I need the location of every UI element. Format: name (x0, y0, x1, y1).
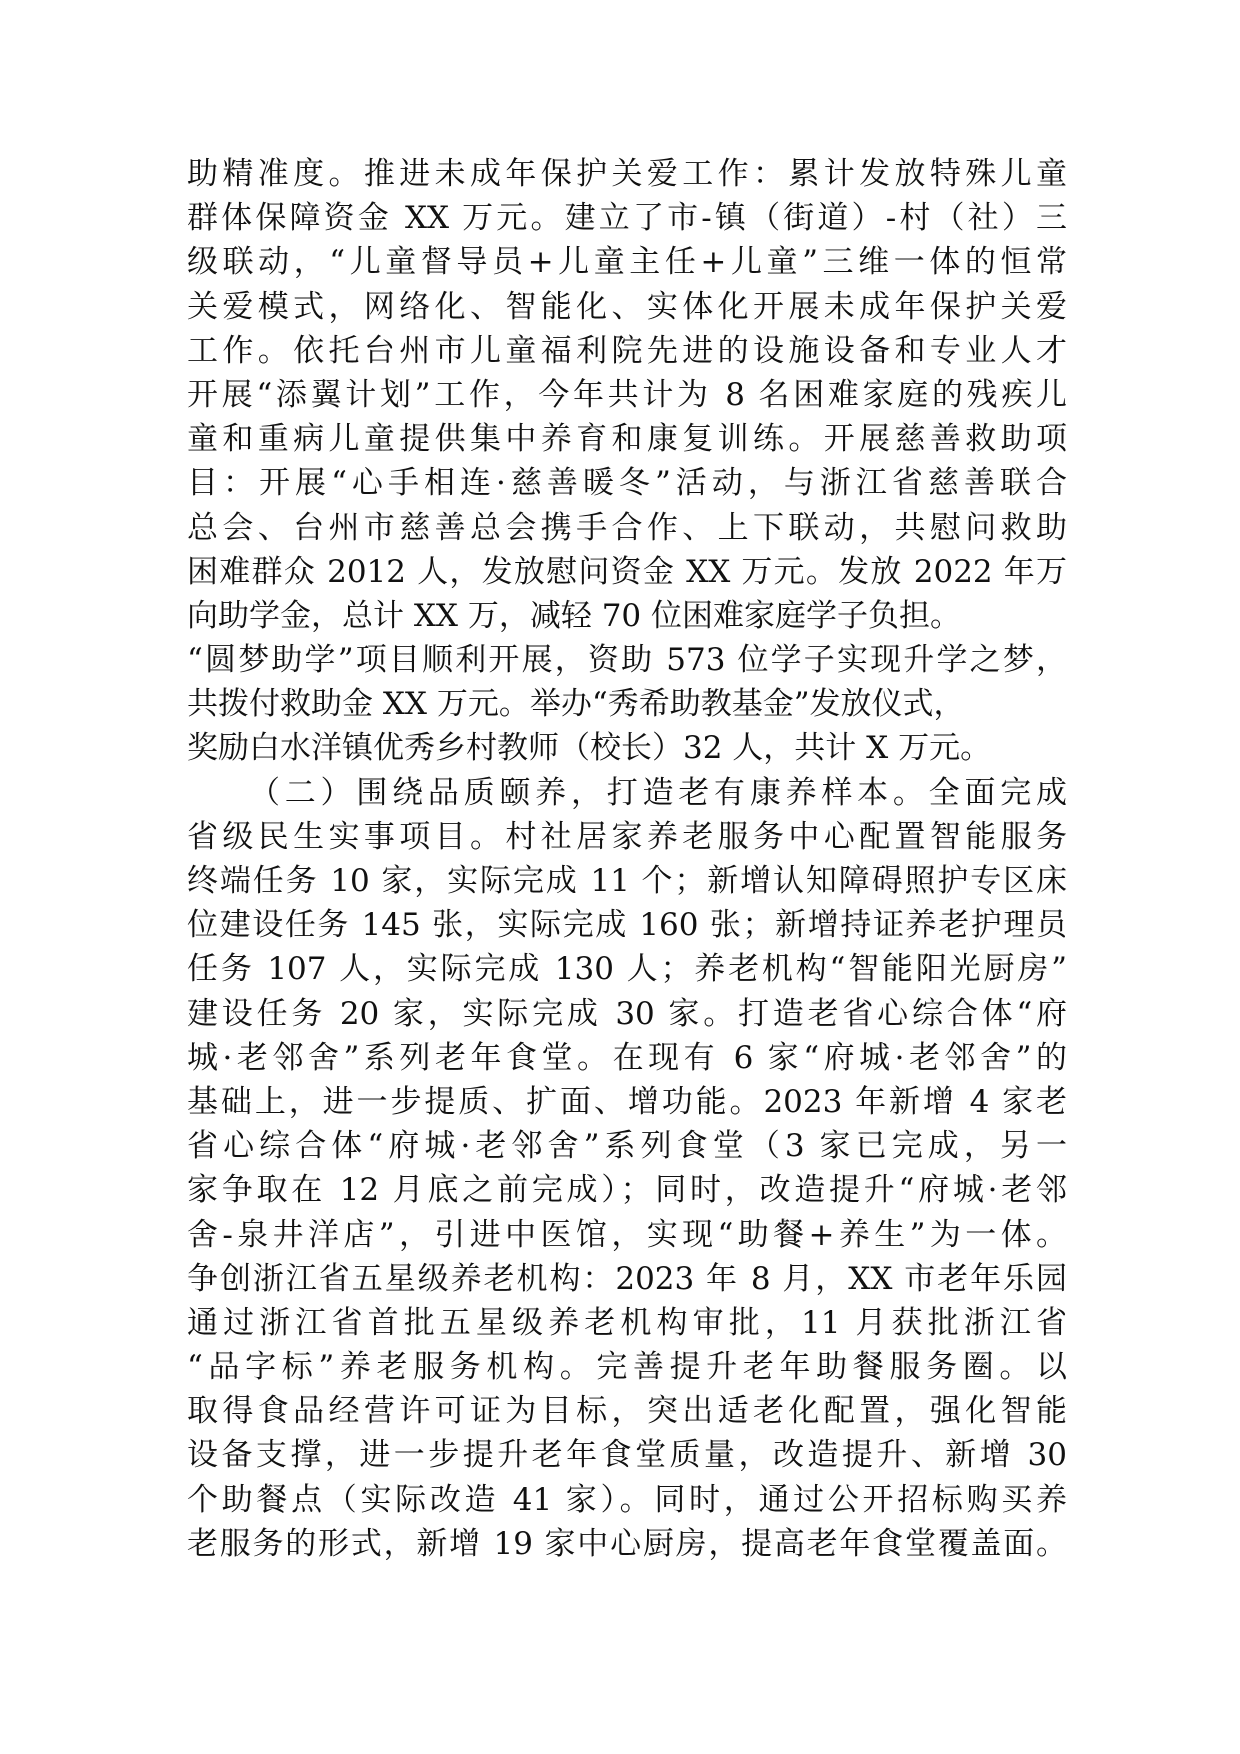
text-line: 终端任务 10 家，实际完成 11 个；新增认知障碍照护专区床 (187, 863, 1067, 899)
text-line: 级联动，“儿童督导员+儿童主任+儿童”三维一体的恒常 (187, 244, 1067, 281)
text-line: 任务 107 人，实际完成 130 人；养老机构“智能阳光厨房” (187, 951, 1067, 988)
text-line: 位建设任务 145 张，实际完成 160 张；新增持证养老护理员 (187, 907, 1067, 944)
text-line: “圆梦助学”项目顺利开展，资助 573 位学子实现升学之梦， (187, 642, 1067, 679)
text-line: 总会、台州市慈善总会携手合作、上下联动，共慰问救助 (187, 509, 1067, 546)
text-line: 助精准度。推进未成年保护关爱工作：累计发放特殊儿童 (187, 156, 1067, 192)
text-line: 通过浙江省首批五星级养老机构审批，11 月获批浙江省 (187, 1304, 1067, 1341)
section-heading-line: （二）围绕品质颐养，打造老有康养样本。全面完成 (249, 774, 1067, 811)
text-line: “品字标”养老服务机构。完善提升老年助餐服务圈。以 (187, 1349, 1067, 1386)
text-line: 困难群众 2012 人，发放慰问资金 XX 万元。发放 2022 年万 (187, 553, 1067, 590)
text-line: 共拨付救助金 XX 万元。举办“秀希助教基金”发放仪式， (187, 686, 965, 723)
text-line: 开展“添翼计划”工作，今年共计为 8 名困难家庭的残疾儿 (187, 376, 1067, 413)
text-line: 基础上，进一步提质、扩面、增功能。2023 年新增 4 家老 (187, 1083, 1067, 1120)
text-line: 老服务的形式，新增 19 家中心厨房，提高老年食堂覆盖面。 (187, 1525, 1067, 1562)
text-line: 工作。依托台州市儿童福利院先进的设施设备和专业人才 (187, 332, 1067, 369)
text-line: 个助餐点（实际改造 41 家）。同时，通过公开招标购买养 (187, 1481, 1067, 1518)
text-line: 目：开展“心手相连·慈善暖冬”活动，与浙江省慈善联合 (187, 465, 1067, 502)
text-line: 向助学金，总计 XX 万，减轻 70 位困难家庭学子负担。 (187, 597, 961, 634)
text-line: 童和重病儿童提供集中养育和康复训练。开展慈善救助项 (187, 421, 1067, 458)
text-line: 设备支撑，进一步提升老年食堂质量，改造提升、新增 30 (187, 1437, 1067, 1474)
text-line: 舍-泉井洋店”，引进中医馆，实现“助餐+养生”为一体。 (187, 1216, 1067, 1253)
body-text (187, 152, 1067, 1566)
text-line: 家争取在 12 月底之前完成）；同时，改造提升“府城·老邻 (187, 1172, 1067, 1209)
text-line: 群体保障资金 XX 万元。建立了市-镇（街道）-村（社）三 (187, 200, 1067, 237)
text-line: 建设任务 20 家，实际完成 30 家。打造老省心综合体“府 (187, 995, 1067, 1032)
text-line: 城·老邻舍”系列老年食堂。在现有 6 家“府城·老邻舍”的 (187, 1039, 1067, 1076)
text-line: 省心综合体“府城·老邻舍”系列食堂（3 家已完成，另一 (187, 1128, 1067, 1165)
text-line: 争创浙江省五星级养老机构：2023 年 8 月，XX 市老年乐园 (187, 1260, 1067, 1297)
text-line: 省级民生实事项目。村社居家养老服务中心配置智能服务 (187, 818, 1067, 855)
text-line: 关爱模式，网络化、智能化、实体化开展未成年保护关爱 (187, 288, 1067, 325)
text-line: 奖励白水洋镇优秀乡村教师（校长）32 人，共计 X 万元。 (187, 730, 992, 767)
text-line: 取得食品经营许可证为目标，突出适老化配置，强化智能 (187, 1393, 1067, 1430)
